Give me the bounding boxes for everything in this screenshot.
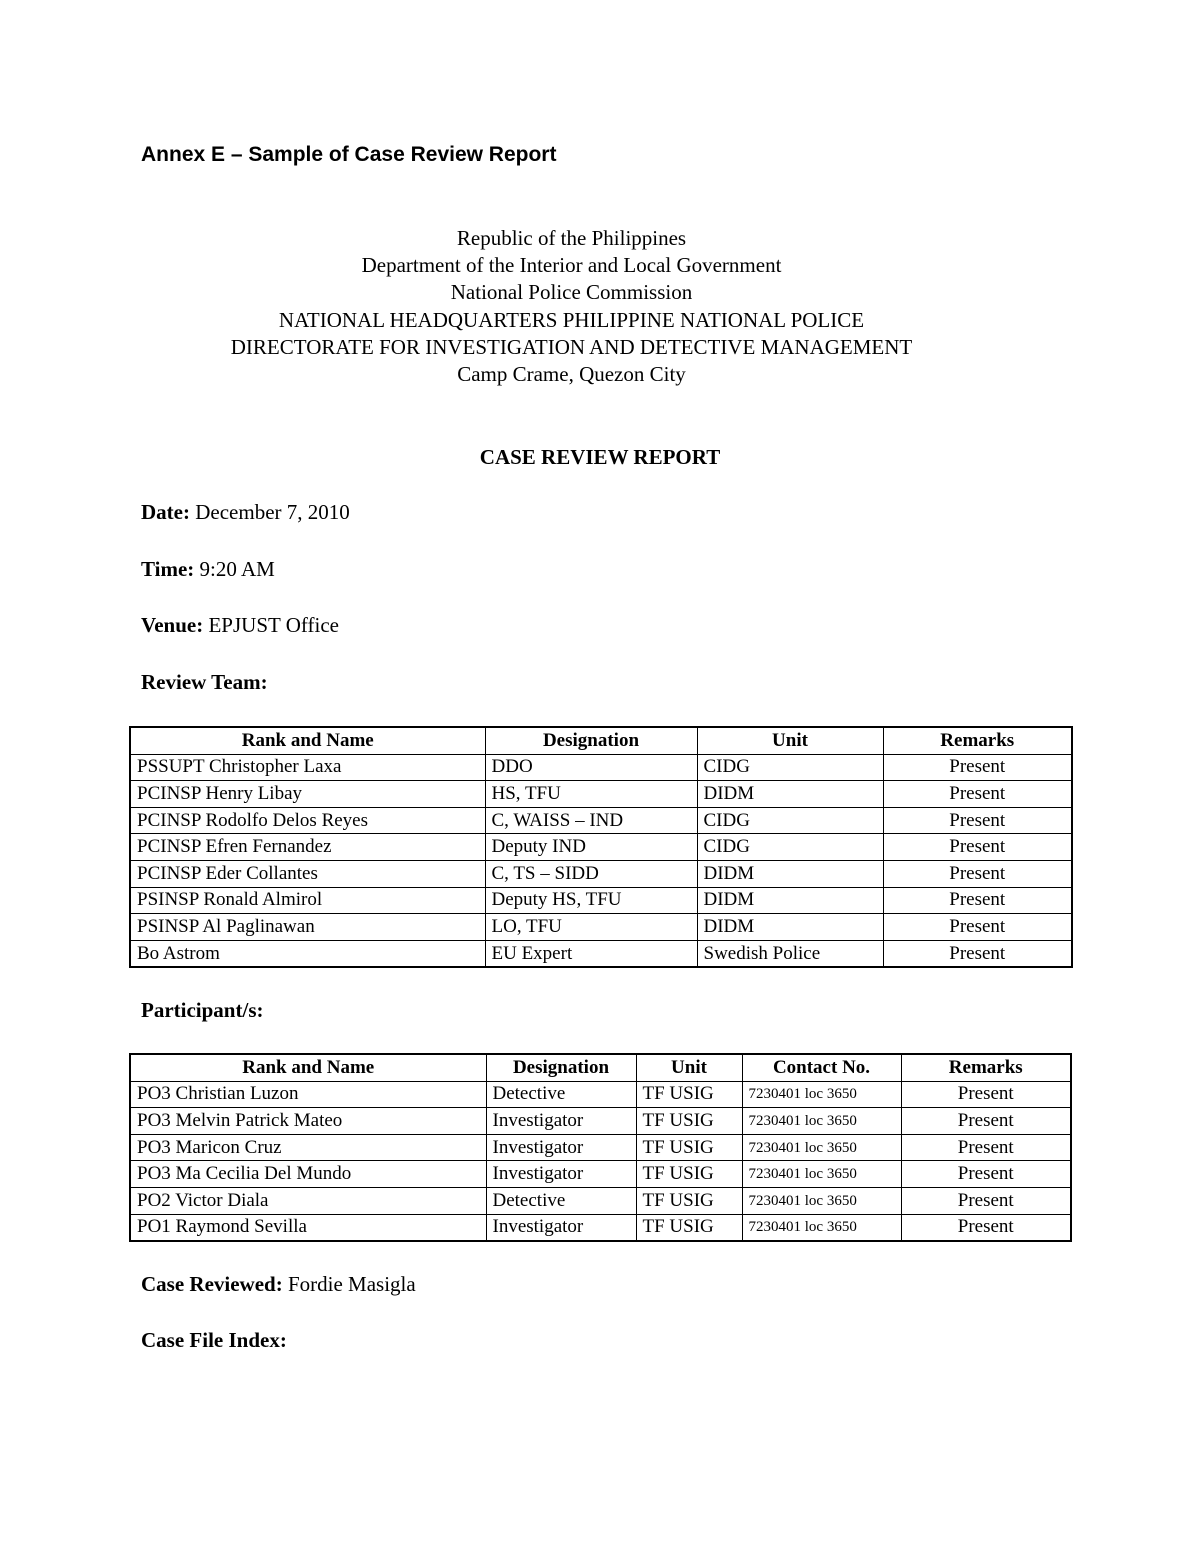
column-header: Unit	[697, 727, 883, 754]
unit-cell: TF USIG	[636, 1214, 742, 1241]
contact-cell: 7230401 loc 3650	[742, 1187, 901, 1214]
case-reviewed-value: Fordie Masigla	[287, 1272, 416, 1296]
time-value: 9:20 AM	[199, 557, 275, 581]
designation-cell: C, WAISS – IND	[485, 807, 697, 834]
rank-name-cell: PCINSP Efren Fernandez	[130, 834, 485, 861]
table-row	[130, 754, 1072, 781]
venue-field	[141, 613, 339, 638]
remarks-cell: Present	[883, 807, 1072, 834]
contact-cell: 7230401 loc 3650	[742, 1214, 901, 1241]
designation-cell: EU Expert	[485, 940, 697, 967]
venue-value: EPJUST Office	[208, 613, 339, 637]
report-title: CASE REVIEW REPORT	[479, 445, 721, 469]
case-file-index-field	[141, 1328, 287, 1353]
unit-cell: CIDG	[697, 754, 883, 781]
rank-name-cell: PO2 Victor Diala	[130, 1187, 486, 1214]
unit-cell: DIDM	[697, 781, 883, 808]
rank-name-cell: PCINSP Eder Collantes	[130, 860, 485, 887]
rank-name-cell: PO3 Christian Luzon	[130, 1081, 486, 1108]
designation-cell: Deputy HS, TFU	[485, 887, 697, 914]
letterhead-republic: Republic of the Philippines	[456, 226, 687, 250]
annex-title: Annex E – Sample of Case Review Report	[141, 143, 557, 166]
review-team-table	[129, 726, 1073, 968]
time-label: Time:	[141, 557, 195, 581]
table-row	[130, 860, 1072, 887]
table-row	[130, 940, 1072, 967]
rank-name-cell: PO3 Melvin Patrick Mateo	[130, 1108, 486, 1135]
remarks-cell: Present	[883, 834, 1072, 861]
rank-name-cell: PSSUPT Christopher Laxa	[130, 754, 485, 781]
contact-cell: 7230401 loc 3650	[742, 1081, 901, 1108]
column-header: Remarks	[901, 1054, 1071, 1081]
unit-cell: CIDG	[697, 834, 883, 861]
case-file-index-label: Case File Index:	[141, 1328, 287, 1352]
column-header: Remarks	[883, 727, 1072, 754]
date-label: Date:	[141, 500, 190, 524]
column-header: Designation	[485, 727, 697, 754]
column-header: Designation	[486, 1054, 636, 1081]
rank-name-cell: PSINSP Ronald Almirol	[130, 887, 485, 914]
rank-name-cell: Bo Astrom	[130, 940, 485, 967]
unit-cell: DIDM	[697, 887, 883, 914]
remarks-cell: Present	[901, 1161, 1071, 1188]
designation-cell: DDO	[485, 754, 697, 781]
rank-name-cell: PCINSP Rodolfo Delos Reyes	[130, 807, 485, 834]
case-reviewed-label: Case Reviewed:	[141, 1272, 283, 1296]
column-header: Contact No.	[742, 1054, 901, 1081]
participants-label: Participant/s:	[141, 998, 264, 1022]
designation-cell: Investigator	[486, 1161, 636, 1188]
unit-cell: CIDG	[697, 807, 883, 834]
case-reviewed-field	[141, 1272, 416, 1297]
rank-name-cell: PSINSP Al Paglinawan	[130, 914, 485, 941]
date-value: December 7, 2010	[195, 500, 350, 524]
letterhead	[0, 225, 1143, 388]
table-row	[130, 1187, 1071, 1214]
designation-cell: Investigator	[486, 1108, 636, 1135]
unit-cell: Swedish Police	[697, 940, 883, 967]
remarks-cell: Present	[901, 1134, 1071, 1161]
remarks-cell: Present	[883, 887, 1072, 914]
remarks-cell: Present	[883, 914, 1072, 941]
letterhead-location: Camp Crame, Quezon City	[457, 362, 686, 387]
table-header-row	[130, 727, 1072, 754]
table-row	[130, 1081, 1071, 1108]
contact-cell: 7230401 loc 3650	[742, 1108, 901, 1135]
table-row	[130, 807, 1072, 834]
letterhead-headquarters: NATIONAL HEADQUARTERS PHILIPPINE NATIONAL POLICE	[278, 307, 865, 332]
letterhead-commission: National Police Commission	[450, 280, 693, 305]
letterhead-directorate: DIRECTORATE FOR INVESTIGATION AND DETECTIVE MANAGEMENT	[230, 334, 913, 359]
unit-cell: TF USIG	[636, 1187, 742, 1214]
letterhead-department: Department of the Interior and Local Government	[361, 253, 782, 278]
unit-cell: TF USIG	[636, 1134, 742, 1161]
designation-cell: Investigator	[486, 1214, 636, 1241]
remarks-cell: Present	[901, 1187, 1071, 1214]
remarks-cell: Present	[901, 1081, 1071, 1108]
table-header-row	[130, 1054, 1071, 1081]
review-team-label: Review Team:	[141, 670, 268, 694]
designation-cell: HS, TFU	[485, 781, 697, 808]
contact-cell: 7230401 loc 3650	[742, 1161, 901, 1188]
remarks-cell: Present	[883, 940, 1072, 967]
table-row	[130, 1134, 1071, 1161]
rank-name-cell: PCINSP Henry Libay	[130, 781, 485, 808]
participants-heading	[141, 998, 263, 1023]
unit-cell: DIDM	[697, 914, 883, 941]
remarks-cell: Present	[901, 1214, 1071, 1241]
table-row	[130, 887, 1072, 914]
table-row	[130, 781, 1072, 808]
unit-cell: TF USIG	[636, 1161, 742, 1188]
designation-cell: Investigator	[486, 1134, 636, 1161]
rank-name-cell: PO3 Ma Cecilia Del Mundo	[130, 1161, 486, 1188]
unit-cell: TF USIG	[636, 1108, 742, 1135]
review-team-heading	[141, 670, 268, 695]
remarks-cell: Present	[883, 860, 1072, 887]
column-header: Rank and Name	[130, 727, 485, 754]
designation-cell: LO, TFU	[485, 914, 697, 941]
table-row	[130, 834, 1072, 861]
unit-cell: DIDM	[697, 860, 883, 887]
column-header: Unit	[636, 1054, 742, 1081]
rank-name-cell: PO3 Maricon Cruz	[130, 1134, 486, 1161]
table-row	[130, 1108, 1071, 1135]
designation-cell: Detective	[486, 1187, 636, 1214]
remarks-cell: Present	[901, 1108, 1071, 1135]
remarks-cell: Present	[883, 781, 1072, 808]
designation-cell: Detective	[486, 1081, 636, 1108]
remarks-cell: Present	[883, 754, 1072, 781]
unit-cell: TF USIG	[636, 1081, 742, 1108]
table-row	[130, 914, 1072, 941]
designation-cell: C, TS – SIDD	[485, 860, 697, 887]
designation-cell: Deputy IND	[485, 834, 697, 861]
table-row	[130, 1161, 1071, 1188]
date-field	[141, 500, 350, 525]
venue-label: Venue:	[141, 613, 204, 637]
contact-cell: 7230401 loc 3650	[742, 1134, 901, 1161]
participants-table	[129, 1053, 1072, 1242]
rank-name-cell: PO1 Raymond Sevilla	[130, 1214, 486, 1241]
column-header: Rank and Name	[130, 1054, 486, 1081]
table-row	[130, 1214, 1071, 1241]
time-field	[141, 557, 275, 582]
